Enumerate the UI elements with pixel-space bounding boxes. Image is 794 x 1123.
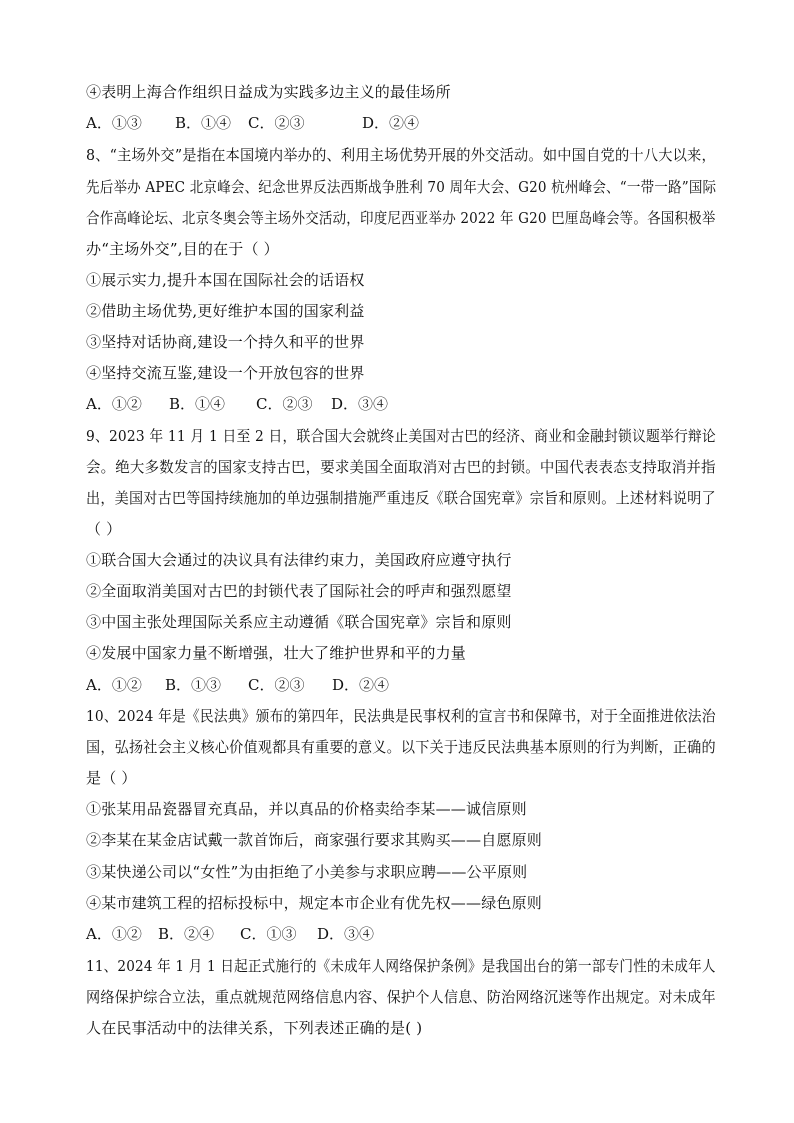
q8-option-c: C．②③	[256, 395, 313, 413]
q7-option-b: B．①④	[175, 114, 232, 132]
q7-statement-4: ④表明上海合作组织日益成为实践多边主义的最佳场所	[86, 83, 451, 101]
q8-option-a: A．①②	[86, 395, 142, 413]
q9-option-d: D．②④	[332, 676, 390, 694]
q10-statement-1: ①张某用品瓷器冒充真品，并以真品的价格卖给李某——诚信原则	[86, 800, 527, 818]
q10-option-b: B．②④	[158, 925, 215, 943]
q11-stem-line-2: 网络保护综合立法，重点就规范网络信息内容、保护个人信息、防治网络沉迷等作出规定。对未成年	[86, 988, 716, 1006]
q7-option-a: A．①③	[86, 114, 142, 132]
q9-option-b: B．①③	[165, 676, 222, 694]
q8-statement-1: ①展示实力,提升本国在国际社会的话语权	[86, 271, 365, 289]
q9-stem-line-4: （ ）	[86, 520, 122, 538]
q8-stem-line-1: 8、“主场外交”是指在本国境内举办的、利用主场优势开展的外交活动。如中国自党的十八大以来，	[86, 146, 716, 164]
q9-option-c: C．②③	[248, 676, 305, 694]
q9-statement-3: ③中国主张处理国际关系应主动遵循《联合国宪章》宗旨和原则	[86, 613, 512, 631]
q10-stem-line-3: 是（ ）	[86, 769, 137, 787]
q8-statement-3: ③坚持对话协商,建设一个持久和平的世界	[86, 333, 365, 351]
q10-option-d: D．③④	[317, 925, 375, 943]
q8-statement-2: ②借助主场优势,更好维护本国的国家利益	[86, 302, 365, 320]
q10-option-a: A．①②	[86, 925, 142, 943]
q10-stem-line-1: 10、2024 年是《民法典》颁布的第四年，民法典是民事权利的宣言书和保障书，对于全面推进依法治	[86, 707, 716, 725]
q10-statement-4: ④某市建筑工程的招标投标中，规定本市企业有优先权——绿色原则	[86, 894, 543, 912]
q8-option-b: B．①④	[169, 395, 226, 413]
q10-option-c: C．①③	[240, 925, 297, 943]
q9-stem-line-1: 9、2023 年 11 月 1 日至 2 日，联合国大会就终止美国对古巴的经济、商业和金融封锁议题举行辩论	[86, 427, 716, 445]
q9-option-a: A．①②	[86, 676, 142, 694]
q9-statement-1: ①联合国大会通过的决议具有法律约束力，美国政府应遵守执行	[86, 551, 512, 569]
q8-statement-4: ④坚持交流互鉴,建设一个开放包容的世界	[86, 364, 365, 382]
q10-stem-line-2: 国，弘扬社会主义核心价值观都具有重要的意义。以下关于违反民法典基本原则的行为判断，正确的	[86, 738, 716, 756]
q9-statement-2: ②全面取消美国对古巴的封锁代表了国际社会的呼声和强烈愿望	[86, 582, 512, 600]
q11-stem-line-1: 11、2024 年 1 月 1 日起正式施行的《未成年人网络保护条例》是我国出台的第一部专门性的未成年人	[86, 957, 716, 975]
q8-stem-line-2: 先后举办 APEC 北京峰会、纪念世界反法西斯战争胜利 70 周年大会、G20 杭州峰会、“一带一路”国际	[86, 178, 717, 196]
q10-statement-2: ②李某在某金店试戴一款首饰后，商家强行要求其购买——自愿原则	[86, 831, 543, 849]
q8-option-d: D．③④	[331, 395, 389, 413]
q8-stem-line-3: 合作高峰论坛、北京冬奥会等主场外交活动，印度尼西亚举办 2022 年 G20 巴厘岛峰会等。各国积极举	[86, 209, 716, 227]
q9-statement-4: ④发展中国家力量不断增强，壮大了维护世界和平的力量	[86, 644, 467, 662]
q7-option-d: D．②④	[362, 114, 420, 132]
q9-stem-line-3: 出，美国对古巴等国持续施加的单边强制措施严重违反《联合国宪章》宗旨和原则。上述材料说明了	[86, 489, 716, 507]
q7-option-c: C．②③	[248, 114, 305, 132]
q9-stem-line-2: 会。绝大多数发言的国家支持古巴，要求美国全面取消对古巴的封锁。中国代表表态支持取消并指	[86, 458, 716, 476]
q11-stem-line-3: 人在民事活动中的法律关系，下列表述正确的是( )	[86, 1019, 423, 1037]
q10-statement-3: ③某快递公司以“女性”为由拒绝了小美参与求职应聘——公平原则	[86, 863, 528, 881]
q8-stem-line-4: 办“主场外交”,目的在于（ ）	[86, 240, 279, 258]
